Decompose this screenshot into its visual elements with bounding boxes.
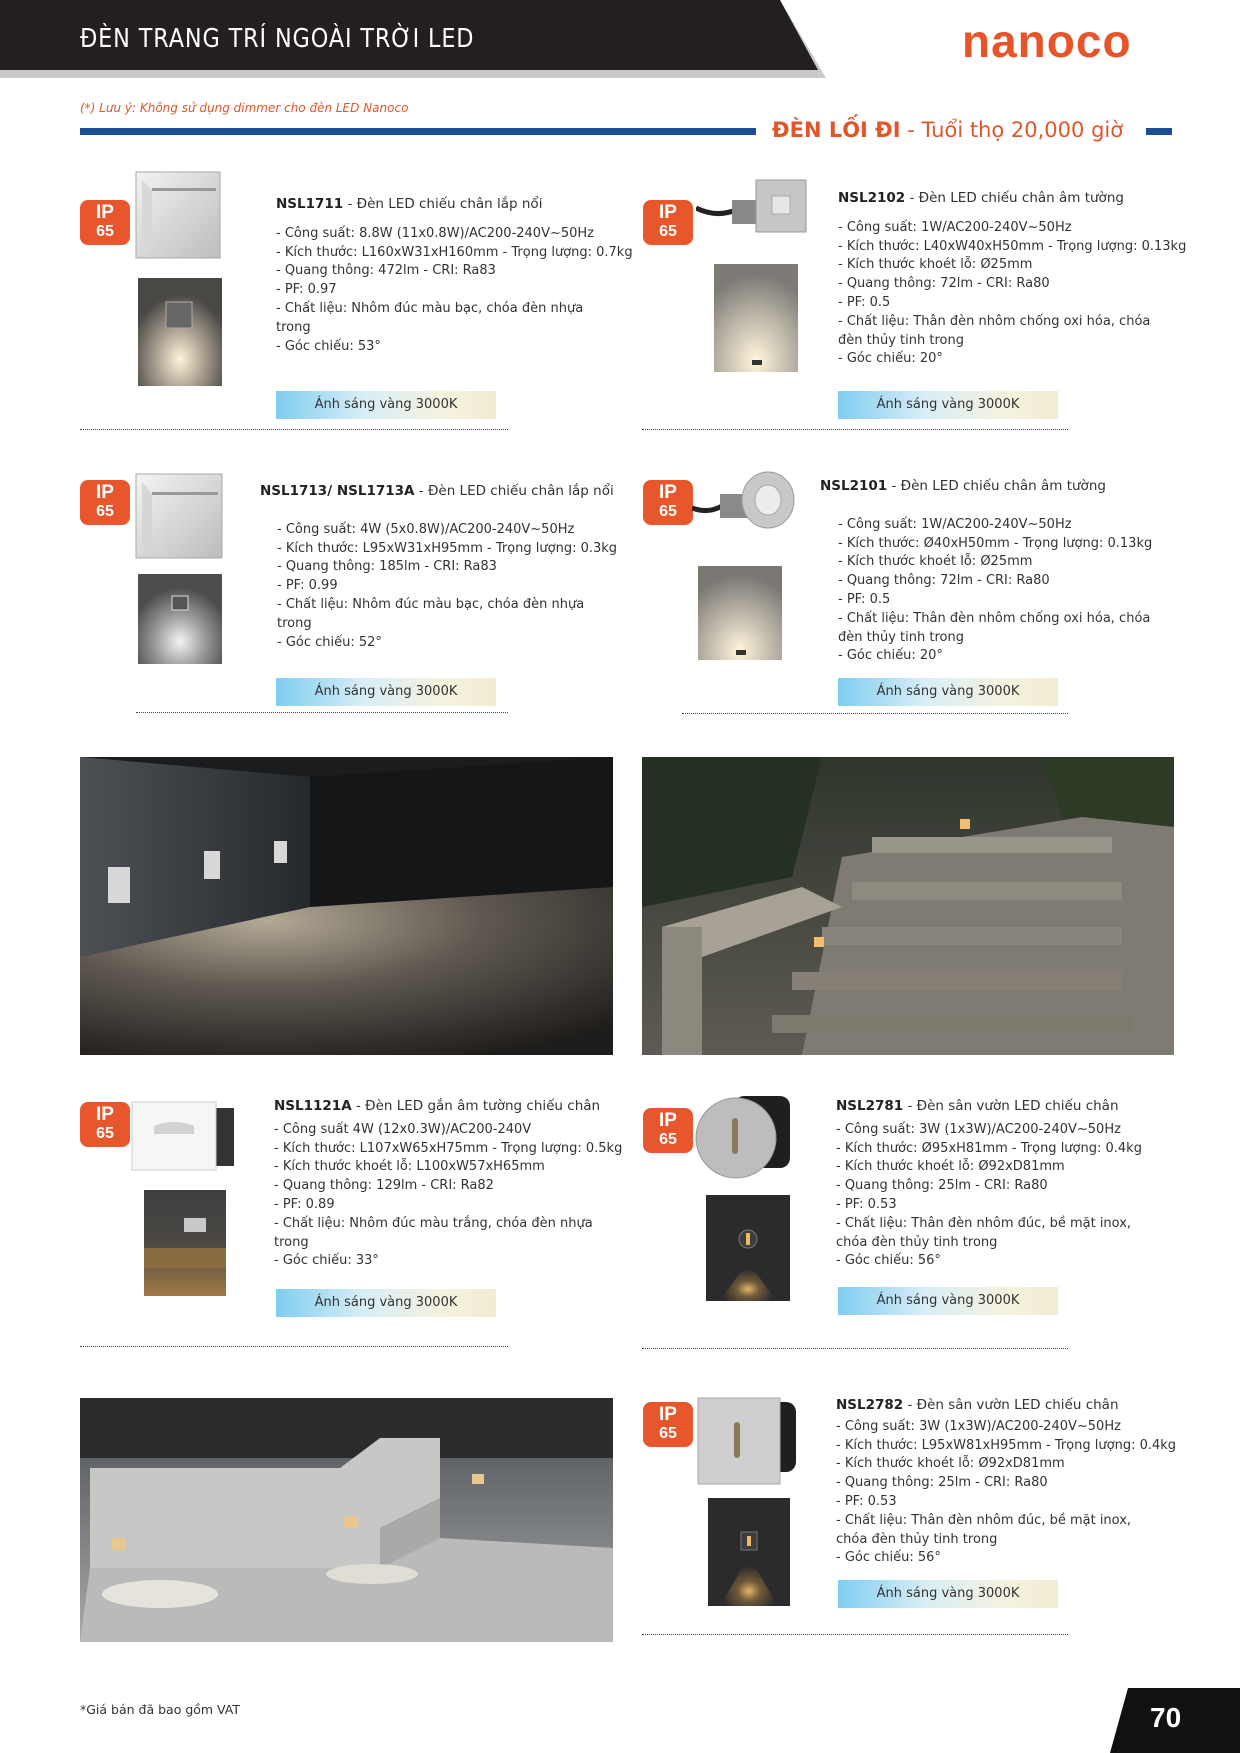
spec-pf: - PF: 0.99 <box>277 578 338 594</box>
spec-cutout: - Kích thước khoét lỗ: Ø92xD81mm <box>836 1159 1065 1175</box>
spec-angle: - Góc chiếu: 52° <box>277 634 382 650</box>
price-tag-icon <box>1068 1614 1173 1636</box>
ip65-badge-icon: IP 65 <box>643 1108 693 1153</box>
spec-material: - Chất liệu: Thân đèn nhôm đúc, bề mặt inox, chóa đèn thủy tinh trong <box>836 1512 1132 1547</box>
product-photo-nsl1713 <box>138 574 222 664</box>
spec-material: - Chất liệu: Thân đèn nhôm đúc, bề mặt inox, chóa đèn thủy tinh trong <box>836 1215 1132 1250</box>
spec-pf: - PF: 0.97 <box>276 282 337 298</box>
product-name: NSL2101 - Đèn LED chiếu chân âm tường <box>820 478 1106 494</box>
price-tag-icon <box>1068 409 1173 431</box>
dimmer-note: (*) Lưu ý: Không sử dụng dimmer cho đèn LED Nanoco <box>80 101 409 115</box>
ip65-badge-icon: IP 65 <box>643 200 693 245</box>
spec-size: - Kích thước: L40xW40xH50mm - Trọng lượng: 0.13kg <box>838 238 1187 254</box>
spec-material: - Chất liệu: Nhôm đúc màu bạc, chóa đèn nhựa trong <box>276 300 584 335</box>
product-photo-nsl1121a <box>144 1190 226 1296</box>
dotted-separator <box>642 429 1068 430</box>
product-photo-nsl1711 <box>138 278 222 386</box>
page-header-title: ĐÈN TRANG TRÍ NGOÀI TRỜI LED <box>80 24 475 54</box>
spec-material: - Chất liệu: Nhôm đúc màu bạc, chóa đèn nhựa trong <box>277 596 585 631</box>
dotted-separator <box>136 712 508 713</box>
spec-angle: - Góc chiếu: 56° <box>836 1253 941 1269</box>
light-color-label: Ánh sáng vàng 3000K <box>838 391 1058 419</box>
spec-pf: - PF: 0.5 <box>838 294 891 310</box>
header-bar <box>0 0 830 80</box>
divider-line <box>80 128 756 135</box>
spec-power: - Công suất: 3W (1x3W)/AC200-240V~50Hz <box>836 1418 1121 1434</box>
spec-pf: - PF: 0.53 <box>836 1493 897 1509</box>
price-tag-icon <box>1068 1328 1173 1350</box>
product-nsl2781 <box>836 1097 1166 1271</box>
spec-lumen: - Quang thông: 185lm - CRI: Ra83 <box>277 559 497 575</box>
spec-cutout: - Kích thước khoét lỗ: Ø25mm <box>838 554 1033 570</box>
dotted-separator <box>682 713 1068 714</box>
dotted-separator <box>80 429 508 430</box>
spec-lumen: - Quang thông: 72lm - CRI: Ra80 <box>838 276 1050 292</box>
product-nsl2101 <box>820 477 1178 666</box>
product-image-nsl2781 <box>694 1090 792 1184</box>
spec-power: - Công suất: 1W/AC200-240V~50Hz <box>838 219 1072 235</box>
dotted-separator <box>80 1346 508 1347</box>
product-image-nsl2102 <box>696 178 808 254</box>
product-name: NSL2102 - Đèn LED chiếu chân âm tường <box>838 190 1124 206</box>
spec-size: - Kích thước: Ø40xH50mm - Trọng lượng: 0.13kg <box>838 535 1153 551</box>
scene-photo-stairs <box>642 757 1174 1055</box>
vat-note: *Giá bán đã bao gồm VAT <box>80 1702 241 1717</box>
section-dash <box>1146 128 1172 135</box>
product-nsl1713 <box>260 482 617 652</box>
nanoco-logo: nanoco <box>962 15 1132 67</box>
light-color-label: Ánh sáng vàng 3000K <box>838 1580 1058 1608</box>
price-value: 830.000 <box>1092 1331 1159 1347</box>
product-image-nsl1713 <box>134 468 224 562</box>
page-number: 70 <box>1150 1702 1182 1733</box>
spec-pf: - PF: 0.5 <box>838 591 891 607</box>
product-name: NSL2781 - Đèn sân vườn LED chiếu chân <box>836 1098 1119 1114</box>
spec-lumen: - Quang thông: 25lm - CRI: Ra80 <box>836 1475 1048 1491</box>
product-photo-nsl2102 <box>714 264 798 372</box>
product-name: NSL1713/ NSL1713A - Đèn LED chiếu chân lắp nổi <box>260 483 614 499</box>
spec-angle: - Góc chiếu: 56° <box>836 1550 941 1566</box>
price-tag-icon <box>508 692 613 714</box>
price-value: 830.000 <box>532 695 599 711</box>
price-value: 599.000 <box>1092 696 1159 712</box>
spec-lumen: - Quang thông: 72lm - CRI: Ra80 <box>838 573 1050 589</box>
spec-lumen: - Quang thông: 129lm - CRI: Ra82 <box>274 1178 494 1194</box>
scene-photo-courtyard <box>80 1398 613 1642</box>
section-title: ĐÈN LỐI ĐI - Tuổi thọ 20,000 giờ <box>772 118 1124 142</box>
product-nsl1711 <box>276 195 633 356</box>
ip65-badge-icon: IP 65 <box>80 480 130 525</box>
spec-power: - Công suất 4W (12x0.3W)/AC200-240V <box>274 1121 532 1137</box>
product-image-nsl1121a <box>130 1098 236 1176</box>
spec-material: - Chất liệu: Nhôm đúc màu trắng, chóa đèn nhựa trong <box>274 1215 593 1250</box>
product-name: NSL2782 - Đèn sân vườn LED chiếu chân <box>836 1397 1119 1413</box>
product-image-nsl2782 <box>696 1394 798 1488</box>
product-name: NSL1121A - Đèn LED gắn âm tường chiếu chân <box>274 1098 601 1114</box>
scene-photo-wall-lights <box>80 757 613 1055</box>
ip65-badge-icon: IP 65 <box>80 1102 130 1147</box>
product-nsl2782 <box>836 1396 1176 1568</box>
spec-size: - Kích thước: L160xW31xH160mm - Trọng lượng: 0.7kg <box>276 244 633 260</box>
product-name: NSL1711 - Đèn LED chiếu chân lắp nổi <box>276 196 543 212</box>
price-value: 882.000 <box>532 1329 599 1345</box>
price-value: 641.000 <box>1092 412 1159 428</box>
light-color-label: Ánh sáng vàng 3000K <box>276 1289 496 1317</box>
spec-size: - Kích thước: L95xW31xH95mm - Trọng lượng: 0.3kg <box>277 540 618 556</box>
spec-pf: - PF: 0.53 <box>836 1196 897 1212</box>
spec-cutout: - Kích thước khoét lỗ: L100xW57xH65mm <box>274 1159 545 1175</box>
price-value: 1.512.000 <box>517 412 599 428</box>
spec-angle: - Góc chiếu: 33° <box>274 1253 379 1269</box>
spec-angle: - Góc chiếu: 20° <box>838 351 943 367</box>
price-tag-icon <box>508 409 613 431</box>
spec-size: - Kích thước: Ø95xH81mm - Trọng lượng: 0.4kg <box>836 1140 1142 1156</box>
spec-lumen: - Quang thông: 472lm - CRI: Ra83 <box>276 263 496 279</box>
light-color-label: Ánh sáng vàng 3000K <box>838 1287 1058 1315</box>
price-tag-icon <box>508 1326 613 1348</box>
spec-power: - Công suất: 1W/AC200-240V~50Hz <box>838 516 1072 532</box>
light-color-label: Ánh sáng vàng 3000K <box>838 678 1058 706</box>
product-image-nsl2101 <box>692 470 796 536</box>
ip65-badge-icon: IP 65 <box>643 480 693 525</box>
product-photo-nsl2101 <box>698 566 782 660</box>
spec-power: - Công suất: 8.8W (11x0.8W)/AC200-240V~50Hz <box>276 225 594 241</box>
spec-angle: - Góc chiếu: 53° <box>276 338 381 354</box>
spec-cutout: - Kích thước khoét lỗ: Ø25mm <box>838 257 1033 273</box>
spec-pf: - PF: 0.89 <box>274 1196 335 1212</box>
spec-angle: - Góc chiếu: 20° <box>838 648 943 664</box>
dotted-separator <box>642 1348 1068 1349</box>
spec-cutout: - Kích thước khoét lỗ: Ø92xD81mm <box>836 1456 1065 1472</box>
product-photo-nsl2782 <box>708 1498 790 1606</box>
light-color-label: Ánh sáng vàng 3000K <box>276 391 496 419</box>
spec-size: - Kích thước: L107xW65xH75mm - Trọng lượng: 0.5kg <box>274 1140 623 1156</box>
price-value: 830.000 <box>1092 1617 1159 1633</box>
spec-power: - Công suất: 4W (5x0.8W)/AC200-240V~50Hz <box>277 521 575 537</box>
product-nsl1121a <box>274 1097 622 1271</box>
product-image-nsl1711 <box>134 170 222 262</box>
spec-lumen: - Quang thông: 25lm - CRI: Ra80 <box>836 1178 1048 1194</box>
light-color-label: Ánh sáng vàng 3000K <box>276 678 496 706</box>
product-nsl2102 <box>838 189 1186 369</box>
spec-material: - Chất liệu: Thân đèn nhôm chống oxi hóa, chóa đèn thủy tinh trong <box>838 313 1151 348</box>
price-tag-icon <box>1068 693 1173 715</box>
ip65-badge-icon: IP 65 <box>80 200 130 245</box>
spec-size: - Kích thước: L95xW81xH95mm - Trọng lượng: 0.4kg <box>836 1437 1177 1453</box>
product-photo-nsl2781 <box>706 1195 790 1301</box>
spec-material: - Chất liệu: Thân đèn nhôm chống oxi hóa, chóa đèn thủy tinh trong <box>838 610 1151 645</box>
ip65-badge-icon: IP 65 <box>643 1402 693 1447</box>
spec-power: - Công suất: 3W (1x3W)/AC200-240V~50Hz <box>836 1121 1121 1137</box>
dotted-separator <box>642 1634 1068 1635</box>
